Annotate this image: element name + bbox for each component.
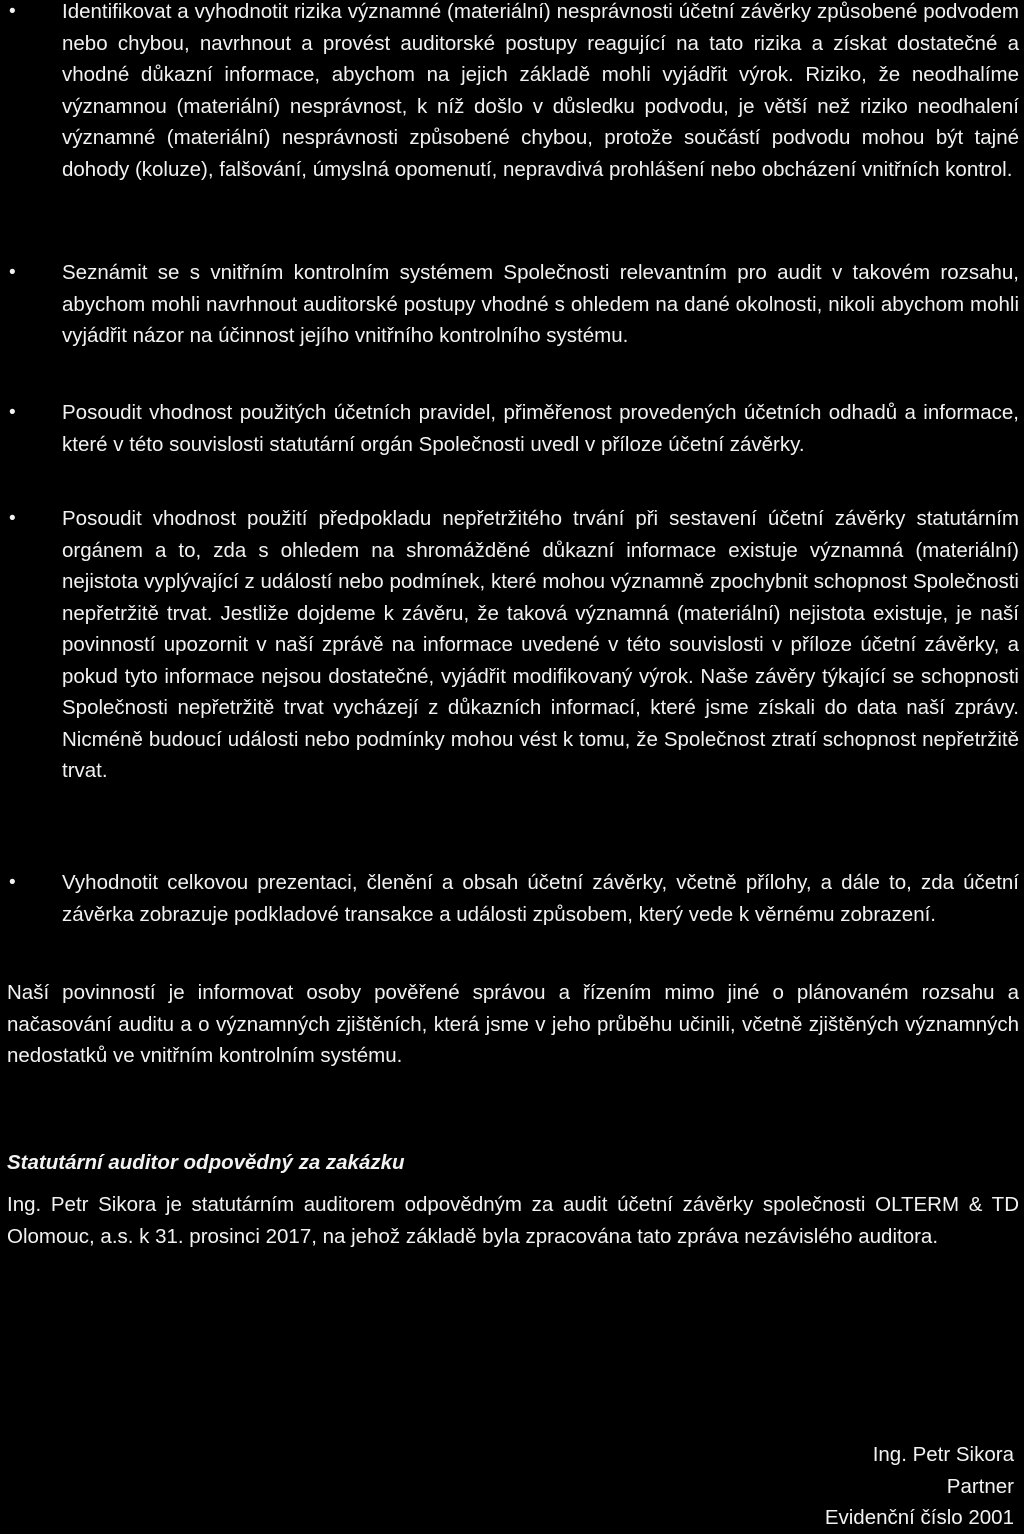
signature-name: Ing. Petr Sikora [872, 1443, 1014, 1466]
bullet-icon: • [9, 1, 16, 22]
bullet-icon: • [9, 872, 16, 893]
list-item [7, 867, 1019, 930]
bullet-icon: • [9, 508, 16, 529]
section-heading: Statutární auditor odpovědný za zakázku [7, 1151, 405, 1174]
list-item [7, 503, 1019, 787]
list-item [7, 257, 1019, 352]
bullet-icon: • [9, 262, 16, 283]
signature-block [825, 1439, 1014, 1534]
closing-paragraph: Naší povinností je informovat osoby pověřené správou a řízením mimo jiné o plánovaném rozsahu a načasování auditu a o významných zjištěních, která jsme v jeho průběhu učinili, včetně zjištěných významných nedostatků ve vnitřním kontrolním systému. [7, 981, 1019, 1067]
auditor-paragraph: Ing. Petr Sikora je statutárním auditorem odpovědným za audit účetní závěrky společnosti OLTERM & TD Olomouc, a.s. k 31. prosinci 2017, na jehož základě byla zpracována tato zpráva nezávislého auditora. [7, 1193, 1019, 1248]
list-item [7, 0, 1019, 185]
bullet-icon: • [9, 402, 16, 423]
list-item-text: Vyhodnotit celkovou prezentaci, členění a obsah účetní závěrky, včetně přílohy, a dále to, zda účetní závěrka zobrazuje podkladové transakce a události způsobem, který vede k věrnému zobrazení. [62, 871, 1019, 926]
list-item-text: Seznámit se s vnitřním kontrolním systémem Společnosti relevantním pro audit v takovém rozsahu, abychom mohli navrhnout auditorské postupy vhodné s ohledem na dané okolnosti, nikoli abychom mohli vyjádřit názor na účinnost jejího vnitřního kontrolního systému. [62, 261, 1019, 347]
document-page [7, 0, 1019, 1533]
list-item-text: Posoudit vhodnost použití předpokladu nepřetržitého trvání při sestavení účetní závěrky statutárním orgánem a to, zda s ohledem na shromážděné důkazní informace existuje významná (materiální) nejistota vyplývající z událostí nebo podmínek, které mohou významně zpochybnit schopnost Společnosti nepřetržitě trvat. Jestliže dojdeme k závěru, že taková významná (materiální) nejistota existuje, je naší povinností upozornit v naší zprávě na informace uvedené v této souvislosti v příloze účetní závěrky, a pokud tyto informace nejsou dostatečné, vyjádřit modifikovaný výrok. Naše závěry týkající se schopnosti Společnosti nepřetržitě trvat vycházejí z důkazních informací, které jsme získali do data naší zprávy. Nicméně budoucí události nebo podmínky mohou vést k tomu, že Společnost ztratí schopnost nepřetržitě trvat. [62, 507, 1019, 782]
list-item [7, 397, 1019, 460]
signature-registration: Evidenční číslo 2001 [824, 1506, 1014, 1529]
list-item-text: Posoudit vhodnost použitých účetních pravidel, přiměřenost provedených účetních odhadů a informace, které v této souvislosti statutární orgán Společnosti uvedl v příloze účetní závěrky. [62, 401, 1019, 456]
list-item-text: Identifikovat a vyhodnotit rizika významné (materiální) nesprávnosti účetní závěrky způsobené podvodem nebo chybou, navrhnout a provést auditorské postupy reagující na tato rizika a získat dostatečné a vhodné důkazní informace, abychom na jejich základě mohli vyjádřit výrok. Riziko, že neodhalíme významnou (materiální) nesprávnost, k níž došlo v důsledku podvodu, je větší než riziko neodhalení významné (materiální) nesprávnosti způsobené chybou, protože součástí podvodu mohou být tajné dohody (koluze), falšování, úmyslná opomenutí, nepravdivá prohlášení nebo obcházení vnitřních kontrol. [62, 0, 1019, 181]
signature-role: Partner [946, 1474, 1014, 1498]
